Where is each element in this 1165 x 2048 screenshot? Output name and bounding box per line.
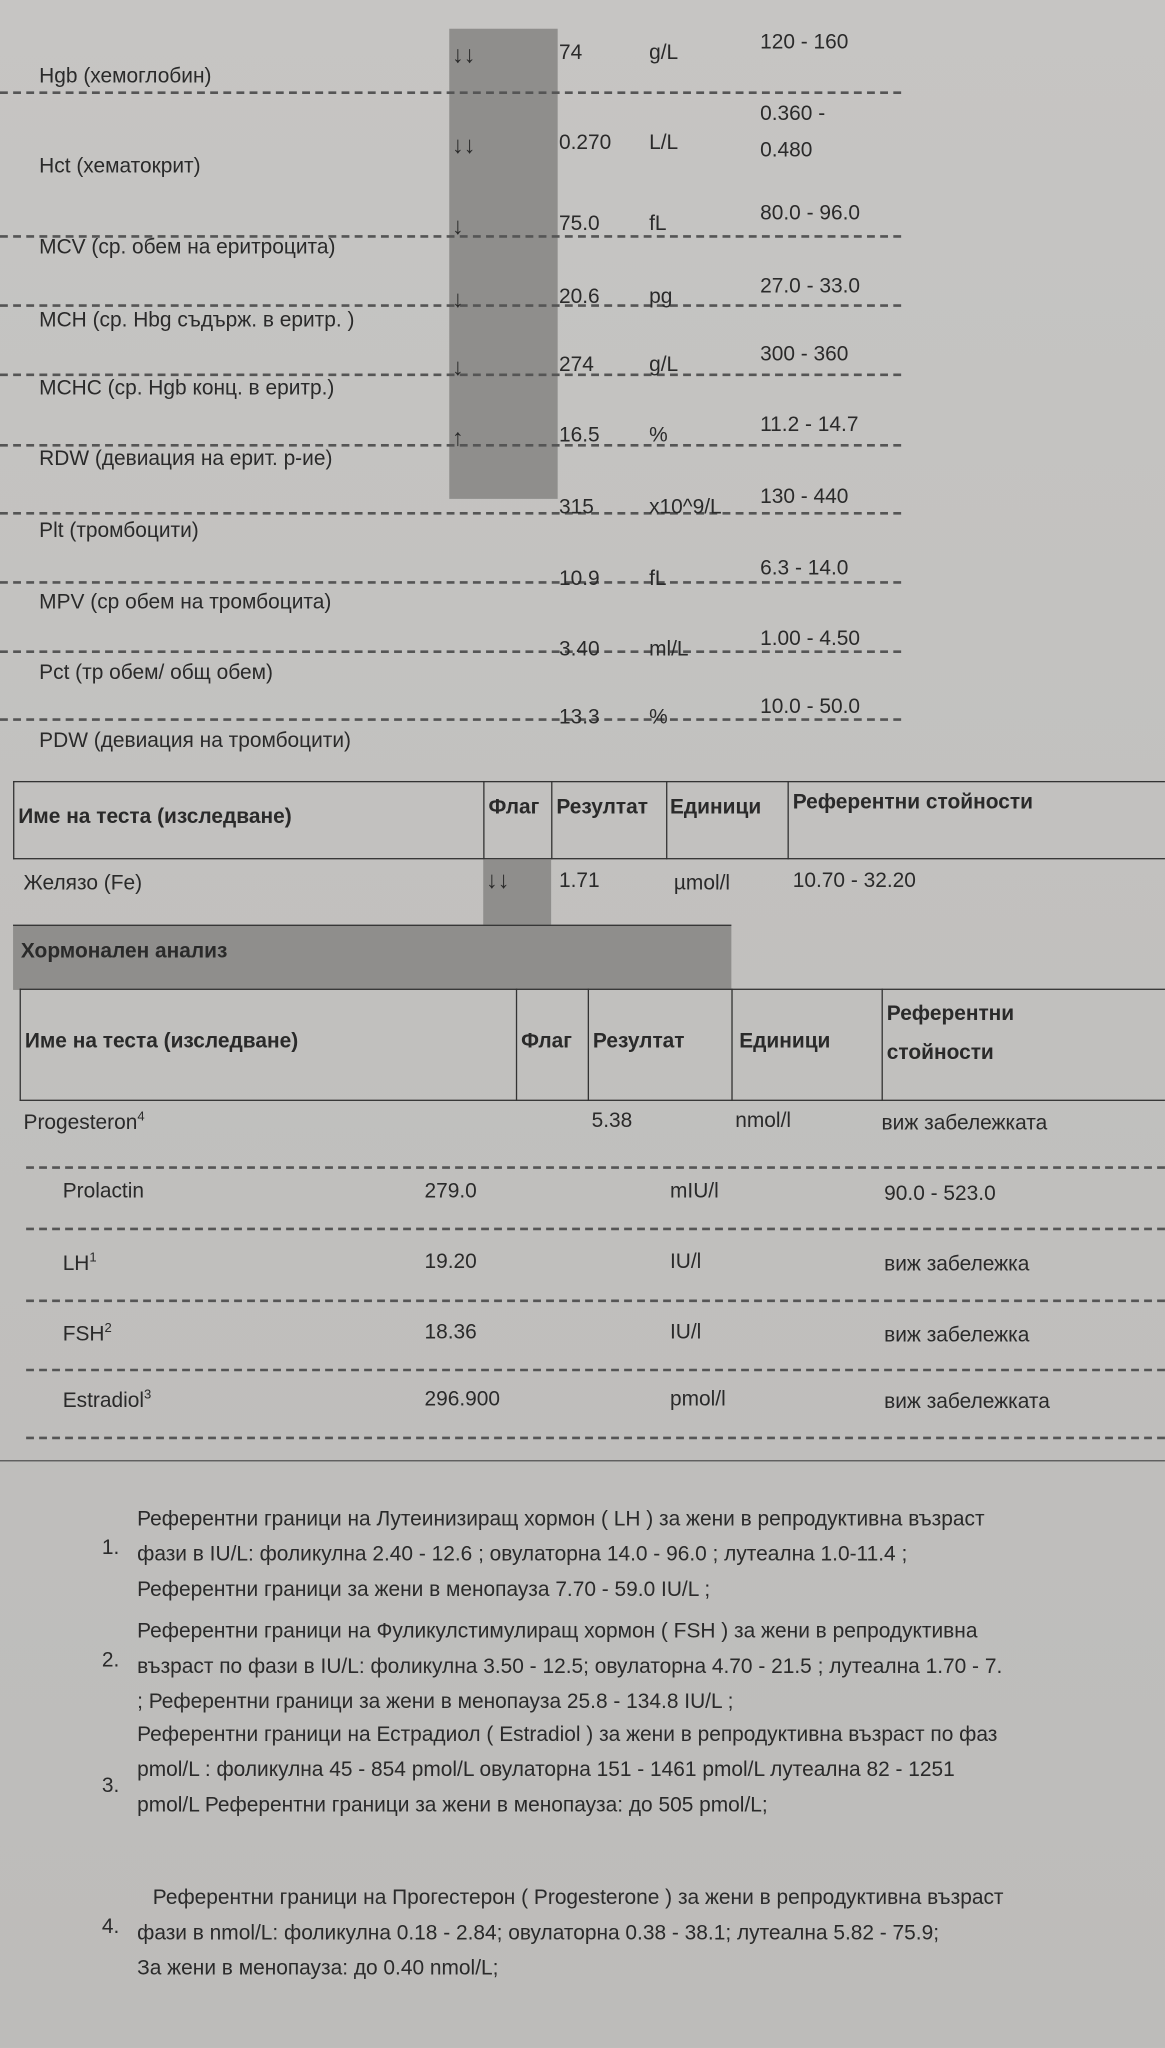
test-ref: 6.3 - 14.0 [760,557,849,580]
test-name: Plt (тромбоцити) [39,519,199,542]
test-units: pg [649,286,673,309]
note-number: 1. [101,1537,120,1560]
header-ref-2: стойности [886,1042,994,1065]
test-result: 274 [558,353,594,377]
hormone-units: pmol/l [669,1388,726,1411]
flag-low-icon: ↓↓ [451,131,476,159]
test-result: 315 [558,496,594,519]
footnote-marker: 3 [143,1388,152,1403]
hormone-ref: виж забележката [881,1112,1048,1135]
note-line: Референтни граници на Лутеинизиращ хормон ( LH ) за жени в репродуктивна възраст [137,1508,985,1531]
test-name: Hct (хематокрит) [39,155,201,178]
header-name: Име на теста (изследване) [18,805,292,829]
footnote-marker: 4 [137,1110,145,1125]
note-line: pmol/L : фоликулна 45 - 854 pmol/L овулаторна 151 - 1461 pmol/L лутеална 82 - 1251 [137,1759,955,1782]
note-line: ; Референтни граници за жени в менопауза 25.8 - 134.8 IU/L ; [137,1691,734,1714]
test-result: 75.0 [558,212,600,236]
section-divider [0,1460,1165,1461]
note-line: възраст по фази в IU/L: фоликулна 3.50 - 12.5; овулаторна 4.70 - 21.5 ; лутеална 1.70 - 7. [137,1656,1003,1679]
test-name: Hgb (хемоглобин) [39,65,212,88]
flag-high-icon: ↑ [451,424,464,451]
section-title: Хормонален анализ [20,940,228,963]
test-units: g/L [649,41,679,64]
test-ref: 1.00 - 4.50 [760,628,861,651]
hormone-name: Prolactin [62,1180,144,1203]
test-name: MPV (ср обем на тромбоцита) [39,591,332,614]
test-units: L/L [649,131,679,155]
test-units: % [649,424,668,447]
note-number: 4. [101,1915,120,1939]
dashed-divider [0,91,901,94]
dashed-divider [0,304,901,307]
test-result: 13.3 [558,706,600,729]
test-ref: 80.0 - 96.0 [760,202,861,225]
test-name: MCV (ср. обем на еритроцита) [39,236,336,259]
divider [666,781,667,859]
hormone-units: IU/l [669,1321,702,1344]
hormone-result: 5.38 [591,1110,633,1133]
test-units: fL [649,568,667,591]
hormone-result: 19.20 [424,1251,477,1274]
header-units: Единици [669,796,762,819]
test-ref: 10.0 - 50.0 [760,696,861,719]
note-line: За жени в менопауза: до 0.40 nmol/L; [137,1957,499,1980]
hormone-units: IU/l [669,1251,702,1274]
hormone-ref: виж забележка [884,1253,1030,1276]
dashed-divider [0,444,901,447]
hormone-name: Progesteron$^4$ [23,1110,145,1135]
divider [483,781,484,859]
test-ref: 300 - 360 [760,343,849,366]
hormone-result: 296.900 [424,1388,500,1411]
dashed-divider [26,1228,1165,1231]
dashed-divider [0,581,901,584]
note-number: 3. [101,1774,120,1798]
divider [882,989,883,1101]
test-ref: 130 - 440 [760,485,849,509]
test-units: % [649,706,668,729]
test-result: 3.40 [558,638,600,661]
hormone-name: $LH^1$ [62,1251,97,1276]
test-result: 74 [558,41,583,64]
test-ref: 11.2 - 14.7 [760,414,859,437]
divider [731,989,732,1101]
header-name: Име на теста (изследване) [24,1030,299,1053]
test-result: 20.6 [558,286,600,309]
flag-low-icon: ↓ [451,353,464,381]
test-result: 16.5 [558,424,600,447]
test-units: fL [649,212,667,236]
footnote-marker: 1 [89,1251,97,1266]
divider [788,781,789,859]
test-ref: 0.360 - [760,103,826,126]
header-ref-1: Референтни [886,1003,1015,1026]
iron-units: µmol/l [673,872,731,895]
note-line: фази в nmol/L: фоликулна 0.18 - 2.84; овулаторна 0.38 - 38.1; лутеална 5.82 - 75.9; [137,1922,940,1945]
test-ref: 27.0 - 33.0 [760,275,861,298]
test-name: MCHC (ср. Hgb конц. в еритр.) [39,377,335,400]
hormone-ref: виж забележката [884,1390,1050,1414]
flag-low-icon: ↓ [451,212,464,239]
header-units: Единици [739,1030,831,1053]
hormone-units: mIU/l [669,1180,719,1203]
note-line: фази в IU/L: фоликулна 2.40 - 12.6 ; овулаторна 14.0 - 96.0 ; лутеална 1.0-11.4 ; [137,1543,908,1566]
dashed-divider [0,512,901,515]
dashed-divider [26,1369,1165,1372]
header-flag: Флаг [488,796,540,819]
hormone-name: FSH$^2$ [62,1321,112,1346]
hormone-units: nmol/l [735,1110,792,1133]
test-units: g/L [649,353,679,377]
iron-result: 1.71 [558,869,600,892]
header-ref: Референтни стойности [792,791,1033,814]
test-ref: 120 - 160 [760,31,849,54]
note-line: Референтни граници на Фуликулстимулиращ хормон ( FSH ) за жени в репродуктивна [137,1620,978,1643]
note-line: Референтни граници за жени в менопауза 7.70 - 59.0 IU/L ; [137,1578,711,1602]
header-result: Резултат [592,1030,685,1053]
flag-low-icon: ↓↓ [451,41,476,68]
header-flag: Флаг [521,1030,573,1053]
divider [516,989,517,1101]
flag-low-icon: ↓ [451,286,464,313]
hormone-ref: виж забележка [884,1324,1030,1347]
test-units: x10^9/L [649,496,722,519]
test-result: 0.270 [558,131,612,155]
test-ref-cont: 0.480 [760,139,813,162]
footnote-marker: 2 [104,1321,112,1337]
test-units: ml/L [649,638,689,661]
dashed-divider [0,374,901,377]
divider [551,781,552,859]
hormone-name: Estradiol$^3$ [62,1388,152,1413]
test-name: PDW (девиация на тромбоцити) [39,730,352,753]
test-name: RDW (девиация на ерит. р-ие) [39,447,333,471]
hormone-result: 279.0 [424,1180,477,1203]
note-number: 2. [101,1649,120,1672]
dashed-divider [26,1166,1165,1169]
divider [588,989,589,1101]
hormone-ref: 90.0 - 523.0 [884,1183,996,1206]
test-name: Pct (тр обем/ общ обем) [39,662,273,685]
dashed-divider [26,1437,1165,1440]
note-line: pmol/L Референтни граници за жени в менопауза: до 505 pmol/L; [137,1794,768,1817]
hormone-result: 18.36 [424,1321,477,1344]
iron-name: Желязо (Fe) [23,872,143,895]
flag-column-highlight [449,29,557,499]
flag-low-icon: ↓↓ [485,867,510,894]
note-line: Референтни граници на Естрадиол ( Estradiol ) за жени в репродуктивна възраст по фаз [137,1723,998,1747]
dashed-divider [26,1299,1165,1302]
iron-ref: 10.70 - 32.20 [792,869,916,892]
note-line: Референтни граници на Прогестерон ( Progesterone ) за жени в репродуктивна възраст [152,1887,1004,1910]
header-result: Резултат [556,796,648,819]
test-name: MCH (ср. Hbg съдърж. в еритр. ) [39,309,355,332]
test-result: 10.9 [558,568,600,591]
